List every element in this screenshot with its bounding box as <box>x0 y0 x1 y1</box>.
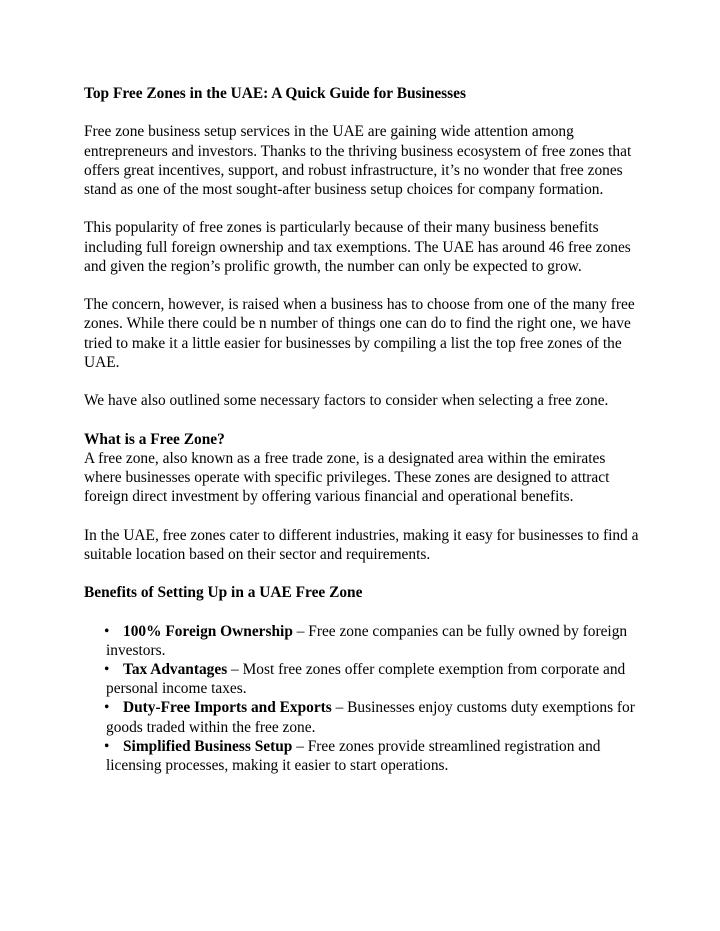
what-is-heading: What is a Free Zone? <box>84 430 225 448</box>
benefits-list <box>84 622 644 776</box>
document-page <box>84 84 644 775</box>
benefit-text: – Businesses enjoy customs duty exemptions for goods traded within the free zone. <box>106 699 635 736</box>
intro-paragraph-3: The concern, however, is raised when a business has to choose from one of the many free zones. While there could be n number of things one can do to find the right one, we have tried to make it a little easier for businesses by compiling a list the top free zones of the UAE. <box>84 296 635 371</box>
benefit-text: – Most free zones offer complete exemption from corporate and personal income taxes. <box>106 660 626 698</box>
intro-paragraph-1: Free zone business setup services in the UAE are gaining wide attention among entrepreneurs and investors. Thanks to the thriving business ecosystem of free zones that offers great incentives, support, and robust infrastructure, it’s no wonder that free zones stand as one of the most sought-after business setup choices for company formation. <box>84 123 632 198</box>
intro-paragraph-4: We have also outlined some necessary factors to consider when selecting a free zone. <box>84 392 609 410</box>
bullet-icon: • <box>104 622 110 640</box>
benefits-heading: Benefits of Setting Up in a UAE Free Zone <box>84 584 363 602</box>
benefit-term: Duty-Free Imports and Exports <box>123 699 332 717</box>
document-title: Top Free Zones in the UAE: A Quick Guide for Businesses <box>84 85 466 102</box>
what-is-paragraph-1: A free zone, also known as a free trade zone, is a designated area within the emirates where businesses operate with specific privileges. These zones are designed to attract foreign direct investment by offering various financial and operational benefits. <box>84 449 610 506</box>
benefit-text: – Free zones provide streamlined registration and licensing processes, making it easier to start operations. <box>106 737 601 774</box>
bullet-icon: • <box>104 660 110 678</box>
benefit-term: 100% Foreign Ownership <box>123 622 293 640</box>
benefit-item <box>106 622 644 660</box>
intro-paragraph-2: This popularity of free zones is particularly because of their many business benefits including full foreign ownership and tax exemptions. The UAE has around 46 free zones and given the region’s prolific growth, the number can only be expected to grow. <box>84 219 631 275</box>
benefit-term: Tax Advantages <box>123 660 228 678</box>
benefit-text: – Free zone companies can be fully owned by foreign investors. <box>106 622 628 659</box>
bullet-icon: • <box>104 699 110 717</box>
benefit-term: Simplified Business Setup <box>123 737 293 755</box>
benefit-item <box>106 698 644 736</box>
what-is-section <box>84 430 644 507</box>
what-is-paragraph-2: In the UAE, free zones cater to different industries, making it easy for businesses to find a suitable location based on their sector and requirements. <box>84 526 639 563</box>
benefit-item <box>106 660 644 698</box>
bullet-icon: • <box>104 737 110 755</box>
benefit-item <box>106 737 644 775</box>
